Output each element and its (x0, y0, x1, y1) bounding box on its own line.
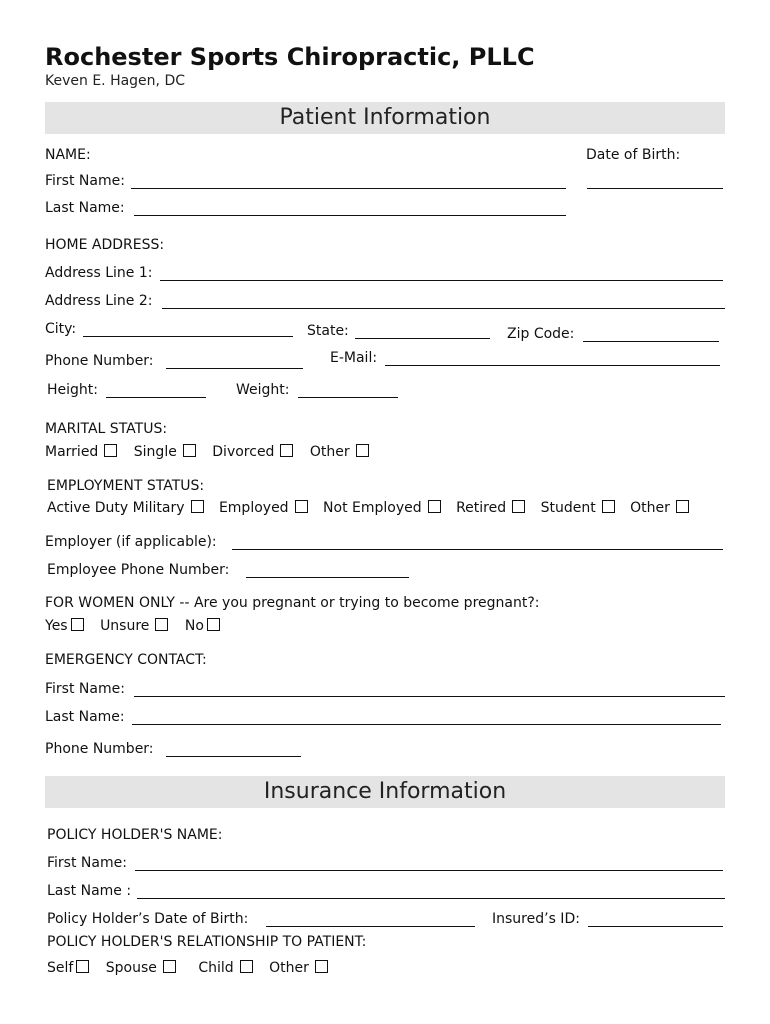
dob-label: Date of Birth: (586, 147, 681, 163)
emergency-first-name-label: First Name: (45, 681, 125, 697)
checkbox[interactable] (295, 500, 308, 513)
state-field[interactable] (355, 324, 490, 339)
employee-phone-field[interactable] (246, 563, 409, 578)
pregnancy-options-row (45, 618, 220, 635)
pregnancy-option-no[interactable]: No (185, 618, 220, 635)
checkbox[interactable] (602, 500, 615, 513)
employment-option-active-duty-military[interactable]: Active Duty Military (47, 500, 204, 517)
address-line2-field[interactable] (162, 294, 725, 309)
checkbox[interactable] (280, 444, 293, 457)
checkbox[interactable] (240, 960, 253, 973)
home-address-heading: HOME ADDRESS: (45, 237, 165, 253)
email-label: E-Mail: (330, 350, 378, 366)
employment-option-employed[interactable]: Employed (219, 500, 308, 517)
employment-status-heading: EMPLOYMENT STATUS: (47, 478, 205, 494)
name-heading: NAME: (45, 147, 91, 163)
checkbox[interactable] (76, 960, 89, 973)
marital-options-row (45, 444, 369, 461)
insured-id-label: Insured’s ID: (492, 911, 580, 927)
practice-title: Rochester Sports Chiropractic, PLLC (45, 43, 535, 71)
checkbox[interactable] (315, 960, 328, 973)
insurance-first-name-field[interactable] (135, 856, 723, 871)
employment-option-other[interactable]: Other (630, 500, 689, 517)
zip-code-field[interactable] (583, 327, 719, 342)
insurance-last-name-field[interactable] (137, 884, 725, 899)
city-field[interactable] (83, 322, 293, 337)
marital-option-single[interactable]: Single (134, 444, 196, 461)
emergency-contact-heading: EMERGENCY CONTACT: (45, 652, 207, 668)
doctor-name: Keven E. Hagen, DC (45, 73, 185, 89)
pregnancy-option-unsure[interactable]: Unsure (100, 618, 168, 635)
employee-phone-label: Employee Phone Number: (47, 562, 230, 578)
pregnancy-question: FOR WOMEN ONLY -- Are you pregnant or trying to become pregnant?: (45, 595, 540, 611)
email-field[interactable] (385, 351, 720, 366)
insurance-information-banner: Insurance Information (45, 776, 725, 808)
first-name-label: First Name: (45, 173, 125, 189)
checkbox[interactable] (207, 618, 220, 631)
last-name-label: Last Name: (45, 200, 125, 216)
insurance-last-name-label: Last Name : (47, 883, 132, 899)
employment-option-retired[interactable]: Retired (456, 500, 525, 517)
relationship-options-row (47, 960, 328, 977)
zip-code-label: Zip Code: (507, 326, 575, 342)
relationship-option-child[interactable]: Child (198, 960, 252, 977)
city-label: City: (45, 321, 77, 337)
checkbox[interactable] (104, 444, 117, 457)
checkbox[interactable] (191, 500, 204, 513)
relationship-heading: POLICY HOLDER'S RELATIONSHIP TO PATIENT: (47, 934, 367, 950)
weight-field[interactable] (298, 383, 398, 398)
first-name-field[interactable] (131, 174, 566, 189)
weight-label: Weight: (236, 382, 290, 398)
employment-option-not-employed[interactable]: Not Employed (323, 500, 441, 517)
marital-option-divorced[interactable]: Divorced (212, 444, 293, 461)
checkbox[interactable] (676, 500, 689, 513)
state-label: State: (307, 323, 349, 339)
checkbox[interactable] (428, 500, 441, 513)
marital-option-married[interactable]: Married (45, 444, 117, 461)
holder-dob-field[interactable] (266, 912, 475, 927)
marital-status-heading: MARITAL STATUS: (45, 421, 168, 437)
relationship-option-spouse[interactable]: Spouse (106, 960, 176, 977)
last-name-field[interactable] (134, 201, 566, 216)
checkbox[interactable] (356, 444, 369, 457)
height-label: Height: (47, 382, 98, 398)
marital-option-other[interactable]: Other (310, 444, 369, 461)
employer-label: Employer (if applicable): (45, 534, 217, 550)
address-line2-label: Address Line 2: (45, 293, 153, 309)
emergency-first-name-field[interactable] (134, 682, 725, 697)
checkbox[interactable] (71, 618, 84, 631)
emergency-last-name-field[interactable] (132, 710, 721, 725)
emergency-phone-label: Phone Number: (45, 741, 154, 757)
checkbox[interactable] (163, 960, 176, 973)
emergency-last-name-label: Last Name: (45, 709, 125, 725)
checkbox[interactable] (512, 500, 525, 513)
insured-id-field[interactable] (588, 912, 723, 927)
employment-options-row (47, 500, 689, 517)
emergency-phone-field[interactable] (166, 742, 301, 757)
height-field[interactable] (106, 383, 206, 398)
pregnancy-option-yes[interactable]: Yes (45, 618, 84, 635)
phone-number-field[interactable] (166, 354, 303, 369)
patient-information-banner: Patient Information (45, 102, 725, 134)
policy-holder-name-heading: POLICY HOLDER'S NAME: (47, 827, 223, 843)
relationship-option-other[interactable]: Other (269, 960, 328, 977)
relationship-option-self[interactable]: Self (47, 960, 89, 977)
employer-field[interactable] (232, 535, 723, 550)
dob-field[interactable] (587, 174, 723, 189)
checkbox[interactable] (183, 444, 196, 457)
address-line1-label: Address Line 1: (45, 265, 153, 281)
phone-number-label: Phone Number: (45, 353, 154, 369)
holder-dob-label: Policy Holder’s Date of Birth: (47, 911, 249, 927)
address-line1-field[interactable] (160, 266, 723, 281)
employment-option-student[interactable]: Student (541, 500, 615, 517)
checkbox[interactable] (155, 618, 168, 631)
insurance-first-name-label: First Name: (47, 855, 127, 871)
